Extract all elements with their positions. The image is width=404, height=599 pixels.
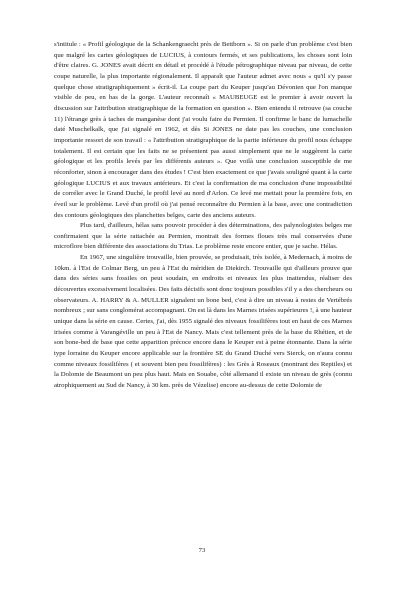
paragraph-3: En 1967, une singulière trouvaille, bien prouvée, se produisait, très isolée, à Medernach, à moins de 10km. à l'Est de Colmar Berg, un peu à l'Est du méridien de Diekirch. Trouvaille qui d'ailleurs prouve que dans des séries sans fossiles on peut soudain, en endroits et niveaux les plus inattendus, réaliser des découvertes excessivement localisées. Des faits décisifs sont donc toujours possibles s'il y a des chercheurs ou observateurs. A. HARRY & A. MULLER signalent un bone bed, c'est à dire un niveau à restes de Vertébrés nombreux ; sur sans conglomérat accompagnant. On est là dans les Marnes irisées supérieures !, à une hauteur unique dans la série en cause. Certes, j'ai, dès 1955 signalé des niveaux fossilifères tout en haut de ces Marnes irisées comme à Varangéville un peu à l'Est de Nancy. Mais c'est tellement près de la base du Rhétien, et de son bone-bed de base que cette apparition précoce encore dans le Keuper est à peine étonnante. Dans la série type lorraine du Keuper encore applicable sur la frontière SE du Grand Duché vers Sierck, on n'aura connu comme niveaux fossilifères ( et souvent bien peu fossilifères) : les Grès à Roseaux (montrant des Reptiles) et la Dolomie de Beaumont un peu plus haut. Mais en Souabe, côté allemand il existe un niveau de grès (connu atrophiquement au Sud de Nancy, à 30 km. près de Vézelise) encore au-dessus de cette Dolomie de — [54, 254, 352, 389]
page-number: 73 — [198, 547, 206, 554]
paragraph-1: s'intitule : « Profil géologique de la Schankengraecht près de Bettborn ». Si on parle d'un problème c'est bien que malgré les cartes géologiques de LUCIUS, à contours fermés, et ses publications, les choses sont loin d'être claires. G. JONES avait décrit en détail et procédé à l'étude pétrographique niveau par niveau, de cette coupe naturelle, la plus importante régionalement. Il apparaît que l'auteur admet avec nous « qu'il s'y passe quelque chose stratigraphiquement » écrit-il. La coupe part du Keuper jusqu'au Dévonien que l'on manque visible de peu, en bas de la gorge. L'auteur reconnaît « MAUBEUGE est le premier à avoir ouvert la discussion sur l'attribution stratigraphique de la formation en question ». Bien entendu il retrouve (sa couche 11) l'étrange grès à taches de manganèse dont j'ai voulu faire du Permien. Il confirme le banc de lumachelle daté Muschelkalk, que j'ai signalé en 1962, et dès Si JONES ne date pas les couches, une conclusion importante ressort de son travail : « l'attribution stratigraphique de la partie inférieure du profil nous échappe totalement. Il est certain que les faits ne se présentent pas aussi simplement que ne le suggèrent la carte géologique et les profils levés par les différents auteurs ». Que voilà une conclusion susceptible de me réconforter, sinon à encourager dans des études ! C'est bien exactement ce que j'avais souligné quant à la carte géologique LUCIUS et aux travaux antérieurs. Et c'est la confirmation de ma conclusion d'une impossibilité de corréler avec le Grand Duché, le profil levé au nord d'Arlon. Ce levé me mettait pour la première fois, en éveil sur le problème. Levé d'un profil où j'ai pensé reconnaître du Permien à la base, avec une contradiction des contours géologiques des planchettes belges, carte des anciens auteurs. — [54, 41, 352, 219]
paragraph-2: Plus tard, d'ailleurs, hélas sans pouvoir procéder à des déterminations, des palynologistes belges me confirmaient que la série rattachée au Permien, montrait des formes floues très mal conservées d'une microflore bien différente des associations du Trias. Le problème reste encore entier, que je sache. Hélas. — [54, 222, 352, 251]
body-text — [54, 40, 352, 392]
